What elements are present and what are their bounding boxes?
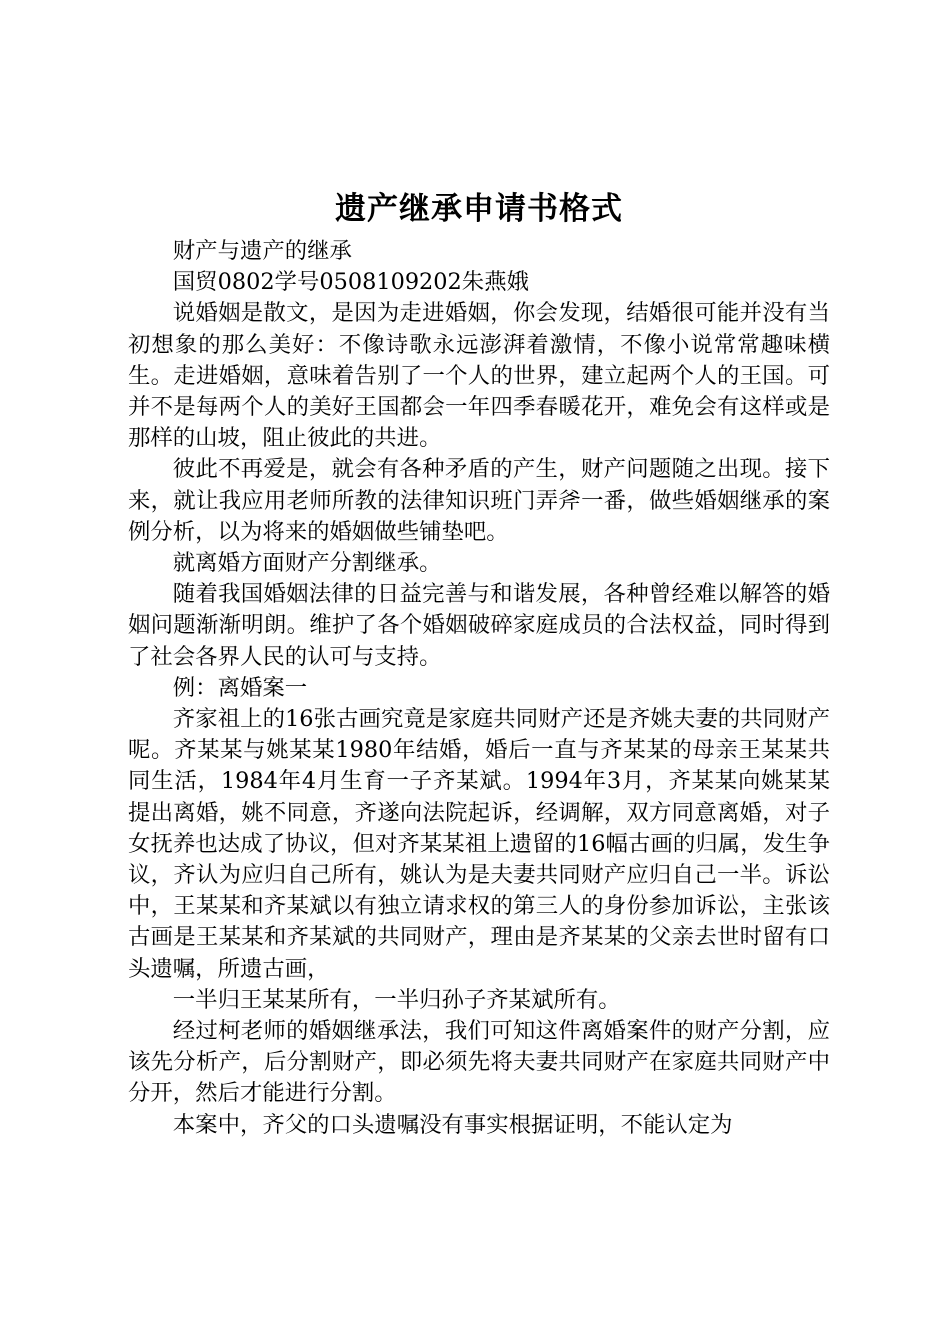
- document-page: [128, 186, 830, 1141]
- paragraph-analysis: 经过柯老师的婚姻继承法，我们可知这件离婚案件的财产分割，应该先分析产，后分割财产，即必须先将夫妻共同财产在家庭共同财产中分开，然后才能进行分割。: [128, 1018, 830, 1107]
- document-title: 遗产继承申请书格式: [335, 191, 623, 227]
- paragraph-author-info: 国贸0802学号0508109202朱燕娥: [172, 269, 529, 296]
- paragraph-case-body: 齐家祖上的16张古画究竟是家庭共同财产还是齐姚夫妻的共同财产呢。齐某某与姚某某1980年结婚，婚后一直与齐某某的母亲王某某共同生活，1984年4月生育一子齐某斌。1994年3月，齐某某向姚某某提出离婚，姚不同意，齐遂向法院起诉，经调解，双方同意离婚，对子女抚养也达成了协议，但对齐某某祖上遗留的16幅古画的归属，发生争议，齐认为应归自己所有，姚认为是夫妻共同财产应归自己一半。诉讼中，王某某和齐某斌以有独立请求权的第三人的身份参加诉讼，主张该古画是王某某和齐某斌的共同财产，理由是齐某某的父亲去世时留有口头遗嘱，所遗古画，: [128, 706, 830, 982]
- paragraph-case-heading: 例：离婚案一: [172, 674, 308, 701]
- paragraph-section-heading: 就离婚方面财产分割继承。: [172, 550, 442, 577]
- paragraph-subject: 财产与遗产的继承: [172, 238, 352, 264]
- paragraph-body: 彼此不再爱是，就会有各种矛盾的产生，财产问题随之出现。接下来，就让我应用老师所教的法律知识班门弄斧一番，做些婚姻继承的案例分析，以为将来的婚姻做些铺垫吧。: [128, 456, 830, 545]
- paragraph-analysis: 本案中，齐父的口头遗嘱没有事实根据证明，不能认定为: [172, 1111, 733, 1138]
- paragraph-case-body: 一半归王某某所有，一半归孙子齐某斌所有。: [172, 986, 621, 1013]
- paragraph-body: 说婚姻是散文，是因为走进婚姻，你会发现，结婚很可能并没有当初想象的那么美好：不像诗歌永远澎湃着激情，不像小说常常趣味横生。走进婚姻，意味着告别了一个人的世界，建立起两个人的王国。可并不是每两个人的美好王国都会一年四季春暖花开，难免会有这样或是那样的山坡，阻止彼此的共进。: [128, 300, 830, 452]
- paragraph-body: 随着我国婚姻法律的日益完善与和谐发展，各种曾经难以解答的婚姻问题渐渐明朗。维护了各个婚姻破碎家庭成员的合法权益，同时得到了社会各界人民的认可与支持。: [128, 581, 830, 670]
